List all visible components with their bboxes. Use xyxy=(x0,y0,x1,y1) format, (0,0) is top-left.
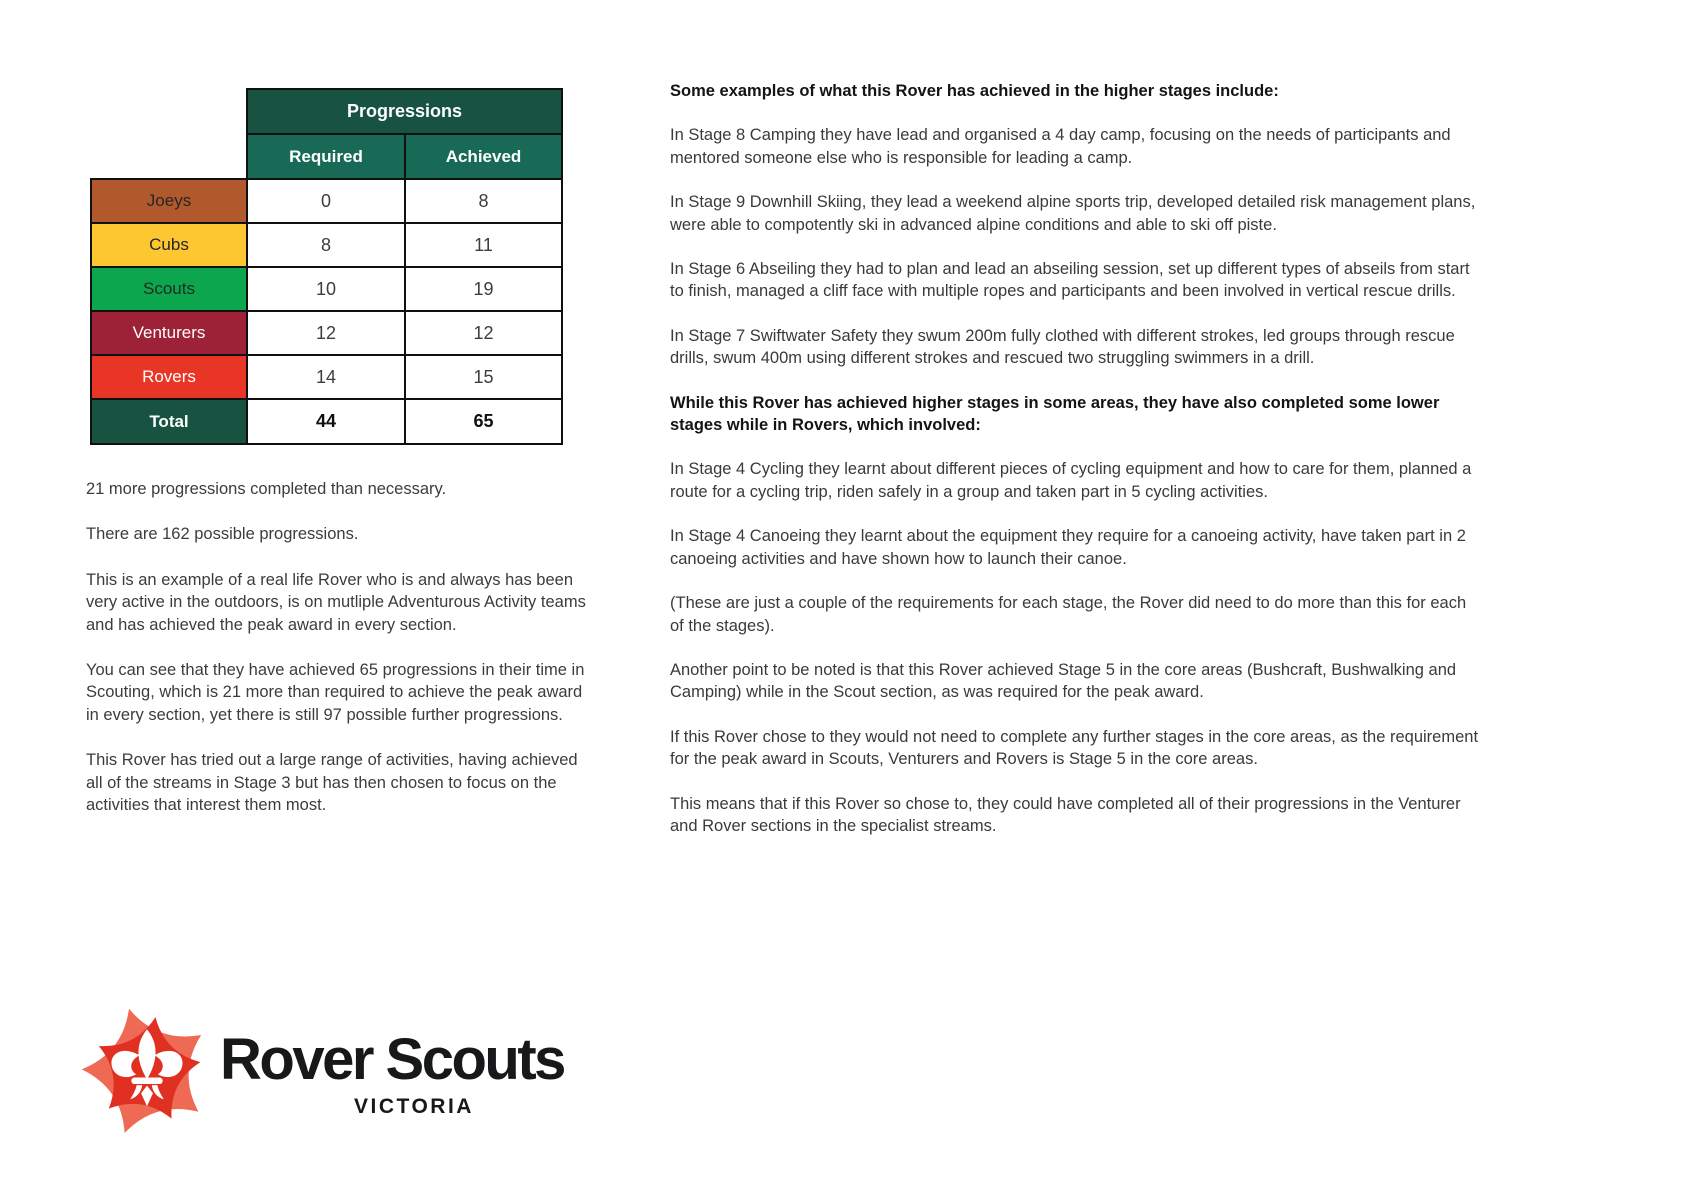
right-paragraph: In Stage 9 Downhill Skiing, they lead a weekend alpine sports trip, developed detailed risk management plans, were able to compotently ski in advanced alpine conditions and able to ski off piste. xyxy=(670,193,1476,234)
logo-region-text: VICTORIA xyxy=(354,1095,474,1118)
right-text-column xyxy=(670,80,1482,859)
total-achieved-value: 65 xyxy=(405,399,562,444)
table-blank-cell xyxy=(91,89,247,179)
rover-scouts-victoria-logo xyxy=(82,995,622,1155)
table-row-cubs xyxy=(91,223,562,267)
joeys-required-value: 0 xyxy=(247,179,405,223)
venturers-achieved-value: 12 xyxy=(405,311,562,355)
scouts-required-value: 10 xyxy=(247,267,405,311)
right-paragraph: In Stage 4 Canoeing they learnt about the equipment they require for a canoeing activity, have taken part in 2 canoeing activities and have shown how to launch their canoe. xyxy=(670,527,1466,568)
rovers-achieved-value: 15 xyxy=(405,355,562,399)
table-row-rovers xyxy=(91,355,562,399)
row-label-joeys: Joeys xyxy=(91,179,247,223)
left-paragraph: 21 more progressions completed than necessary. xyxy=(86,480,447,498)
row-label-venturers: Venturers xyxy=(91,311,247,355)
venturers-required-value: 12 xyxy=(247,311,405,355)
right-paragraph: If this Rover chose to they would not need to complete any further stages in the core areas, as the requirement for the peak award in Scouts, Venturers and Rovers is Stage 5 in the core areas. xyxy=(670,727,1479,769)
table-title: Progressions xyxy=(247,89,562,134)
left-paragraph: You can see that they have achieved 65 progressions in their time in Scouting, which is 21 more than required to achieve the peak award in every section, yet there is still 97 possible further progressions. xyxy=(86,661,585,724)
right-paragraph: This means that if this Rover so chose to, they could have completed all of their progressions in the Venturer and Rover sections in the specialist streams. xyxy=(670,794,1461,835)
table-row-total xyxy=(91,399,562,444)
scout-fleur-de-lis-icon xyxy=(82,1003,212,1138)
total-required-value: 44 xyxy=(247,399,405,444)
rovers-required-value: 14 xyxy=(247,355,405,399)
scouts-achieved-value: 19 xyxy=(405,267,562,311)
left-text-column xyxy=(86,478,594,839)
progressions-table xyxy=(90,88,563,445)
column-header-required: Required xyxy=(247,134,405,179)
joeys-achieved-value: 8 xyxy=(405,179,562,223)
table-row-venturers xyxy=(91,311,562,355)
right-paragraph: In Stage 7 Swiftwater Safety they swum 200m fully clothed with different strokes, led groups through rescue drills, swum 400m using different strokes and rescued two struggling swimmers in a drill. xyxy=(670,326,1455,368)
table-row-joeys xyxy=(91,179,562,223)
cubs-achieved-value: 11 xyxy=(405,223,562,267)
cubs-required-value: 8 xyxy=(247,223,405,267)
left-paragraph: This Rover has tried out a large range of activities, having achieved all of the streams in Stage 3 but has then chosen to focus on the activities that interest them most. xyxy=(86,751,578,815)
row-label-total: Total xyxy=(91,399,247,444)
row-label-rovers: Rovers xyxy=(91,355,247,399)
logo-brand-text: Rover Scouts xyxy=(220,1027,564,1092)
table-row-scouts xyxy=(91,267,562,311)
section-heading-lower-stages: While this Rover has achieved higher stages in some areas, they have also completed some lower stages while in Rovers, which involved: xyxy=(670,393,1440,435)
row-label-cubs: Cubs xyxy=(91,223,247,267)
row-label-scouts: Scouts xyxy=(91,267,247,311)
right-paragraph: Another point to be noted is that this Rover achieved Stage 5 in the core areas (Bushcraft, Bushwalking and Camping) while in the Scout section, as was required for the peak award. xyxy=(670,660,1457,702)
right-paragraph: (These are just a couple of the requirements for each stage, the Rover did need to do more than this for each of the stages). xyxy=(670,594,1467,635)
left-paragraph: This is an example of a real life Rover who is and always has been very active in the outdoors, is on mutliple Adventurous Activity teams and has achieved the peak award in every section. xyxy=(86,570,586,634)
column-header-achieved: Achieved xyxy=(405,134,562,179)
right-paragraph: In Stage 4 Cycling they learnt about different pieces of cycling equipment and how to care for them, planned a route for a cycling trip, riden safely in a group and taken part in 5 cycling activities. xyxy=(670,460,1472,501)
right-paragraph: In Stage 8 Camping they have lead and organised a 4 day camp, focusing on the needs of participants and mentored someone else who is responsible for leading a camp. xyxy=(670,126,1451,167)
section-heading-higher-stages: Some examples of what this Rover has achieved in the higher stages include: xyxy=(670,82,1279,100)
left-paragraph: There are 162 possible progressions. xyxy=(86,525,359,544)
right-paragraph: In Stage 6 Abseiling they had to plan and lead an abseiling session, set up different types of abseils from start to finish, managed a cliff face with multiple ropes and participants and been involved in vertical rescue drills. xyxy=(670,260,1470,301)
